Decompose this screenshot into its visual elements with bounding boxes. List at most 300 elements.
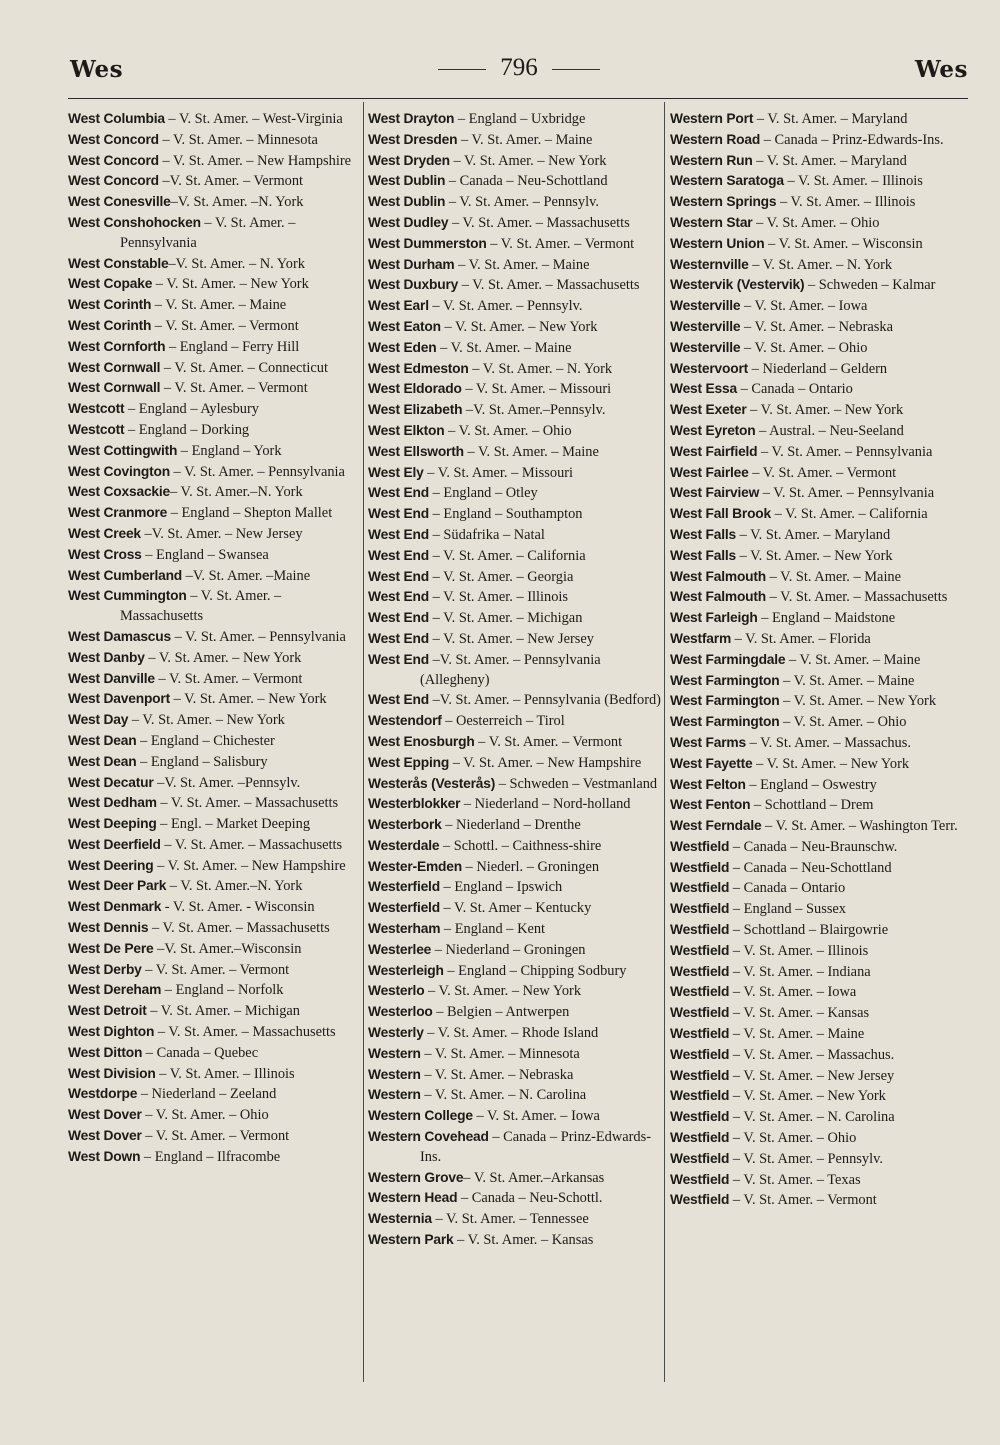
place-name: West Fairview — [670, 485, 760, 501]
place-location: –V. St. Amer. –Maine — [182, 567, 311, 584]
gazetteer-entry — [368, 753, 661, 774]
place-location: – V. St. Amer. – Ohio — [752, 214, 880, 231]
place-location: – V. St. Amer. – New York — [746, 402, 904, 419]
place-location: – Austral. – Neu-Seeland — [755, 422, 904, 439]
place-name: West Dublin — [368, 173, 446, 189]
place-location: – V. St. Amer. – Maine — [779, 672, 915, 689]
gazetteer-entry — [670, 858, 968, 879]
place-name: Westerfield — [368, 900, 440, 916]
gazetteer-entry — [68, 109, 361, 130]
place-location: – V. St. Amer. – Minnesota — [158, 131, 318, 148]
place-location: – V. St. Amer. – Indiana — [729, 963, 871, 980]
gazetteer-entry — [368, 234, 661, 255]
place-name: West Eyreton — [670, 422, 756, 438]
place-location: – England – Southampton — [429, 506, 583, 523]
gazetteer-entry — [368, 421, 661, 442]
gazetteer-entry — [68, 648, 361, 669]
place-name: Westcott — [68, 401, 125, 417]
place-name: Western Saratoga — [670, 173, 784, 189]
place-location: – V. St. Amer. – Maine — [436, 339, 572, 356]
place-location: – Canada – Neu-Schottland — [445, 173, 608, 190]
place-name: West Farleigh — [670, 610, 758, 626]
place-location: – V. St. Amer. – Iowa — [740, 298, 868, 315]
place-location: – V. St. Amer. – New Hampshire — [153, 857, 346, 874]
gazetteer-entry — [68, 316, 361, 337]
gazetteer-entry — [68, 1001, 361, 1022]
place-location: – V. St. Amer. – Maine — [785, 651, 921, 668]
place-name: West Dean — [68, 732, 137, 748]
column-2 — [368, 109, 661, 1251]
place-location: – V. St. Amer. – New Jersey — [729, 1067, 895, 1084]
place-location: –V. St. Amer. –N. York — [170, 194, 304, 211]
place-name: West Dean — [68, 753, 137, 769]
place-name: West Cumberland — [68, 567, 183, 583]
place-name: West Derby — [68, 961, 142, 977]
place-location: – V. St. Amer. – Pennsylv. — [428, 298, 583, 315]
place-name: West Coxsackie — [68, 484, 171, 500]
gazetteer-entry — [68, 545, 361, 566]
place-location: – V. St. Amer. – Vermont — [151, 317, 299, 334]
place-location: – Schweden – Kalmar — [804, 277, 936, 294]
gazetteer-entry — [368, 504, 661, 525]
place-name: West Enosburgh — [368, 733, 475, 749]
place-name: West Decatur — [68, 774, 154, 790]
place-name: Westerlo — [368, 983, 425, 999]
gazetteer-entry — [68, 151, 361, 172]
place-name: West End — [368, 526, 430, 542]
place-name: Wester-Emden — [368, 858, 462, 874]
place-location: – Canada – Neu-Braunschw. — [729, 838, 898, 855]
gazetteer-entry — [368, 629, 661, 650]
place-name: West Creek — [68, 525, 141, 541]
place-name: West Covington — [68, 463, 170, 479]
gazetteer-entry — [68, 358, 361, 379]
gazetteer-entry — [368, 442, 661, 463]
place-name: West Deer Park — [68, 878, 167, 894]
place-location: – V. St. Amer. – Maryland — [752, 152, 907, 169]
gazetteer-entry — [670, 1170, 968, 1191]
place-location: – Engl. – Market Deeping — [156, 816, 311, 833]
place-name: Westfield — [670, 1109, 730, 1125]
place-location: – V. St. Amer. – New York — [752, 755, 910, 772]
gazetteer-entry — [368, 690, 661, 711]
place-name: Western Head — [368, 1190, 458, 1206]
gazetteer-entry — [368, 1023, 661, 1044]
gazetteer-entry — [368, 836, 661, 857]
gazetteer-entry — [670, 1045, 968, 1066]
gazetteer-entry — [368, 1230, 661, 1251]
place-name: West Columbia — [68, 111, 165, 126]
gazetteer-entry — [68, 482, 361, 503]
gazetteer-entry — [670, 109, 968, 130]
place-name: Western College — [368, 1108, 473, 1124]
place-name: West Deerfield — [68, 836, 161, 852]
place-name: West End — [368, 547, 430, 563]
place-name: West Farmington — [670, 693, 780, 709]
place-location: – V. St. Amer. – Massachusetts — [766, 589, 948, 606]
gazetteer-entry — [670, 275, 968, 296]
place-name: West Farmington — [670, 714, 780, 730]
place-name: Westdorpe — [68, 1086, 138, 1102]
place-location: – V. St. Amer. – Illinois — [429, 589, 569, 606]
place-name: West End — [368, 485, 430, 501]
place-location: – V. St. Amer. – Massachusetts — [120, 588, 282, 625]
gazetteer-entry — [368, 898, 661, 919]
gazetteer-entry — [368, 483, 661, 504]
place-location: – Canada – Prinz-Edwards-Ins. — [760, 131, 944, 148]
place-location: – Niederland – Geldern — [748, 360, 888, 377]
place-location: – V. St. Amer. – Vermont — [748, 464, 897, 481]
place-location: – V. St. Amer. – Massachusetts — [154, 1024, 336, 1041]
gazetteer-entry — [68, 1105, 361, 1126]
place-name: Western Road — [670, 131, 761, 147]
gazetteer-entry — [670, 837, 968, 858]
place-name: West Conshohocken — [68, 214, 201, 230]
place-name: West Denmark — [68, 899, 162, 915]
place-location: - V. St. Amer. - Wisconsin — [161, 899, 315, 916]
place-location: –V. St. Amer.–Wisconsin — [153, 940, 302, 957]
gazetteer-entry — [368, 732, 661, 753]
gazetteer-entry — [670, 899, 968, 920]
place-location: – Canada – Quebec — [142, 1044, 259, 1061]
place-location: – V. St. Amer. – Pennsylvania — [169, 463, 345, 480]
place-name: West End — [368, 692, 430, 708]
gazetteer-entry — [368, 151, 661, 172]
gazetteer-entry — [670, 525, 968, 546]
place-name: West End — [368, 651, 430, 667]
gazetteer-entry — [670, 1128, 968, 1149]
place-location: – England – Sussex — [729, 901, 847, 918]
place-location: – V. St. Amer. – New York — [144, 649, 302, 666]
place-location: – V. St. Amer. – Texas — [729, 1171, 861, 1188]
place-location: – Schottland – Drem — [750, 797, 874, 814]
place-name: West Dover — [68, 1107, 142, 1123]
gazetteer-entry — [68, 295, 361, 316]
place-name: Western Springs — [670, 194, 777, 210]
place-name: West Earl — [368, 298, 429, 314]
place-location: – V. St. Amer. – Vermont — [160, 380, 308, 397]
gazetteer-entry — [368, 1002, 661, 1023]
place-name: West Corinth — [68, 317, 152, 333]
place-location: – V. St. Amer. – Massachusetts — [156, 795, 339, 812]
place-location: – V. St. Amer. – California — [429, 547, 586, 564]
place-location: – V. St. Amer. – Nebraska — [740, 318, 893, 335]
place-name: Westervoort — [670, 360, 749, 376]
place-name: West Duxbury — [368, 277, 459, 293]
place-location: – V. St. Amer. – New York — [169, 691, 327, 708]
place-location: – V. St. Amer. – New Jersey — [429, 630, 594, 647]
place-location: – Schottl. – Caithness-shire — [439, 837, 602, 854]
place-name: West Farmingdale — [670, 651, 786, 667]
place-location: – V. St. Amer. – Massachus. — [745, 734, 911, 751]
gazetteer-entry — [670, 1024, 968, 1045]
place-location: – V. St. Amer.–Arkansas — [463, 1169, 605, 1186]
place-name: Westfield — [670, 1150, 730, 1166]
gazetteer-entry — [368, 919, 661, 940]
gazetteer-entry — [670, 650, 968, 671]
place-name: West Corinth — [68, 297, 152, 313]
place-name: West Dummerston — [368, 235, 487, 251]
place-location: – V. St. Amer. – Connecticut — [160, 359, 328, 376]
place-location: – V. St. Amer. – Pennsylvania — [759, 485, 935, 502]
gazetteer-entry — [670, 296, 968, 317]
column-1 — [68, 109, 361, 1168]
place-location: – V. St. Amer. – Iowa — [729, 984, 857, 1001]
place-name: West De Pere — [68, 940, 154, 956]
gazetteer-entry — [368, 109, 661, 130]
gazetteer-entry — [670, 463, 968, 484]
place-name: West Ditton — [68, 1044, 143, 1060]
gazetteer-entry — [68, 980, 361, 1001]
gazetteer-entry — [68, 960, 361, 981]
place-location: – England – Aylesbury — [124, 401, 259, 418]
place-location: – England – Otley — [429, 485, 538, 502]
gazetteer-entry — [368, 359, 661, 380]
place-name: Western Grove — [368, 1169, 464, 1185]
place-name: West End — [368, 568, 430, 584]
gazetteer-entry — [368, 587, 661, 608]
place-location: – V. St. Amer. – N. York — [748, 256, 893, 273]
place-name: West End — [368, 506, 430, 522]
place-name: Westerbork — [368, 817, 442, 833]
place-location: – V. St. Amer. – Ohio — [779, 714, 907, 731]
place-location: –V. St. Amer.–Pennsylv. — [462, 402, 606, 419]
place-location: – V. St. Amer. – Missouri — [423, 464, 574, 481]
place-location: – England – Oswestry — [745, 776, 877, 793]
gazetteer-entry — [68, 130, 361, 151]
gazetteer-entry — [68, 1043, 361, 1064]
place-location: – V. St. Amer. – New York — [128, 712, 285, 729]
place-location: – Canada – Neu-Schottland — [729, 859, 892, 876]
place-name: West Dereham — [68, 982, 162, 998]
place-name: Westerham — [368, 921, 441, 937]
gazetteer-entry — [368, 463, 661, 484]
gazetteer-entry — [670, 1086, 968, 1107]
gazetteer-entry — [670, 151, 968, 172]
gazetteer-entry — [670, 962, 968, 983]
place-location: – V. St. Amer. – Massachus. — [729, 1046, 895, 1063]
place-name: Westerfield — [368, 879, 440, 895]
place-name: Western — [368, 1087, 421, 1103]
gazetteer-entry — [68, 441, 361, 462]
place-location: – V. St. Amer. – N. York — [468, 360, 613, 377]
gazetteer-entry — [670, 1149, 968, 1170]
place-name: West Dover — [68, 1128, 142, 1144]
place-location: – England – Swansea — [141, 546, 269, 563]
gazetteer-entry — [368, 940, 661, 961]
place-location: – Niederland – Drenthe — [441, 817, 581, 834]
header-dash-left — [438, 69, 486, 70]
place-name: West Fenton — [670, 797, 751, 813]
place-name: West Concord — [68, 152, 159, 168]
gazetteer-entry — [670, 982, 968, 1003]
place-location: – V. St. Amer. – Maine — [454, 256, 590, 273]
place-name: West Farms — [670, 734, 746, 750]
place-name: Westerås (Vesterås) — [368, 775, 496, 791]
gazetteer-entry — [670, 317, 968, 338]
gazetteer-entry — [670, 213, 968, 234]
gazetteer-entry — [368, 525, 661, 546]
place-location: – Canada – Neu-Schottl. — [457, 1190, 603, 1207]
gazetteer-entry — [670, 130, 968, 151]
place-name: West Falls — [670, 547, 736, 563]
place-location: – V. St. Amer.–N. York — [166, 878, 303, 895]
place-location: – V. St. Amer. – New York — [440, 318, 598, 335]
place-location: – V. St. Amer. – Pennsylvania — [120, 214, 296, 251]
gazetteer-entry — [670, 400, 968, 421]
place-name: Westerville — [670, 318, 741, 334]
gazetteer-entry — [68, 835, 361, 856]
place-location: – V. St. Amer. – Illinois — [729, 942, 869, 959]
place-name: Westfield — [670, 1088, 730, 1104]
gazetteer-entry — [670, 671, 968, 692]
place-name: West Dighton — [68, 1024, 155, 1040]
gazetteer-entry — [368, 877, 661, 898]
gazetteer-entry — [68, 876, 361, 897]
place-name: West Essa — [670, 381, 737, 397]
place-name: West Ferndale — [670, 818, 762, 834]
gazetteer-entry — [68, 462, 361, 483]
place-location: – V. St. Amer. – New Hampshire — [158, 152, 352, 169]
gazetteer-entry — [670, 920, 968, 941]
place-name: West Fall Brook — [670, 506, 772, 522]
place-name: Westerleigh — [368, 962, 444, 978]
place-location: – England – Chichester — [136, 732, 275, 749]
gazetteer-entry — [68, 1084, 361, 1105]
place-location: – V. St. Amer. – Massachusetts — [148, 920, 330, 937]
place-location: – V. St. Amer. – Pennsylv. — [445, 194, 599, 211]
place-location: – V. St. Amer. – Illinois — [155, 1065, 295, 1082]
place-name: West Felton — [670, 776, 746, 792]
place-name: Westfield — [670, 859, 730, 875]
gazetteer-entry — [670, 587, 968, 608]
place-name: West Exeter — [670, 402, 747, 418]
gazetteer-entry — [368, 171, 661, 192]
gazetteer-entry — [368, 857, 661, 878]
place-location: – V. St. Amer.–N. York — [170, 484, 303, 501]
gazetteer-entry — [670, 1190, 968, 1211]
place-name: Westfield — [670, 1046, 730, 1062]
place-name: West Concord — [68, 131, 159, 147]
page-header — [70, 52, 968, 92]
place-location: – V. St. Amer. – Vermont — [154, 670, 303, 687]
place-location: – Oesterreich – Tirol — [441, 713, 565, 730]
place-name: West Detroit — [68, 1003, 147, 1019]
gazetteer-entry — [670, 629, 968, 650]
place-location: – V. St. Amer. – Ohio — [141, 1107, 269, 1124]
place-name: Western Star — [670, 214, 753, 230]
gazetteer-entry — [368, 400, 661, 421]
place-location: – V. St. Amer. – Michigan — [146, 1003, 300, 1020]
gazetteer-entry — [670, 171, 968, 192]
place-name: Westerville — [670, 339, 741, 355]
gazetteer-entry — [68, 399, 361, 420]
place-name: Westerdale — [368, 837, 440, 853]
place-location: – V. St. Amer. – Vermont — [729, 1192, 877, 1209]
running-head-right: Wes — [914, 56, 968, 83]
place-name: Western Park — [368, 1232, 454, 1248]
place-name: West Eden — [368, 339, 437, 355]
place-location: –V. St. Amer. – New Jersey — [140, 525, 303, 542]
gazetteer-entry — [670, 754, 968, 775]
gazetteer-entry — [68, 586, 361, 627]
running-head-left: Wes — [70, 56, 124, 83]
place-name: Westfield — [670, 880, 730, 896]
gazetteer-entry — [368, 794, 661, 815]
gazetteer-entry — [68, 420, 361, 441]
gazetteer-entry — [670, 442, 968, 463]
gazetteer-entry — [368, 317, 661, 338]
place-name: West Eldorado — [368, 381, 462, 397]
place-location: – V. St. Amer. – Maine — [766, 568, 902, 585]
place-location: – England – Norfolk — [161, 982, 284, 999]
place-name: Westfield — [670, 984, 730, 1000]
place-location: – V. St. Amer. – Pennsylvania — [757, 443, 933, 460]
gazetteer-entry — [68, 689, 361, 710]
place-location: – Canada – Ontario — [729, 880, 846, 897]
place-name: Westfield — [670, 963, 730, 979]
place-name: West Fairfield — [670, 443, 758, 459]
place-location: – V. St. Amer. – Vermont — [141, 1128, 290, 1145]
gazetteer-entry — [68, 710, 361, 731]
place-name: West Ellsworth — [368, 443, 464, 459]
gazetteer-entry — [368, 546, 661, 567]
place-location: – V. St. Amer. – N. Carolina — [729, 1109, 895, 1126]
place-location: – V. St. Amer. – Missouri — [461, 381, 612, 398]
place-location: – V. St. Amer. – Florida — [731, 630, 871, 647]
gazetteer-entry — [670, 608, 968, 629]
place-name: West Drayton — [368, 111, 455, 126]
gazetteer-entry — [368, 1085, 661, 1106]
gazetteer-entry — [68, 171, 361, 192]
place-name: Westfield — [670, 1005, 730, 1021]
place-name: West Edmeston — [368, 360, 469, 376]
gazetteer-entry — [68, 752, 361, 773]
place-location: – England – Shepton Mallet — [167, 505, 333, 522]
place-location: – V. St. Amer. – New York — [152, 276, 309, 293]
place-name: West Cornwall — [68, 380, 161, 396]
place-name: West Dennis — [68, 920, 149, 936]
gazetteer-entry — [368, 1044, 661, 1065]
header-rule — [68, 98, 968, 99]
gazetteer-entry — [670, 878, 968, 899]
place-location: –V. St. Amer. – Vermont — [158, 173, 304, 190]
gazetteer-entry — [68, 918, 361, 939]
place-name: Westfield — [670, 901, 730, 917]
place-location: – V. St. Amer. – Ohio — [729, 1130, 857, 1147]
place-location: – V. St. Amer. – West-Virginia — [164, 111, 343, 127]
gazetteer-entry — [670, 421, 968, 442]
gazetteer-entry — [368, 1106, 661, 1127]
place-name: West Day — [68, 712, 129, 728]
place-location: – V. St. Amer. – New Hampshire — [449, 754, 642, 771]
place-name: West Elkton — [368, 422, 445, 438]
gazetteer-entry — [670, 795, 968, 816]
place-location: –V. St. Amer. – N. York — [168, 255, 305, 272]
place-location: – V. St. Amer. – Wisconsin — [764, 235, 923, 252]
gazetteer-entry — [368, 379, 661, 400]
gazetteer-entry — [68, 1064, 361, 1085]
place-name: Westervik (Vestervik) — [670, 277, 805, 293]
gazetteer-entry — [68, 524, 361, 545]
gazetteer-entry — [68, 192, 361, 213]
place-name: West Durham — [368, 256, 455, 272]
place-location: – Niederl. – Groningen — [461, 858, 600, 875]
place-name: Westfield — [670, 1026, 730, 1042]
gazetteer-entry — [368, 213, 661, 234]
place-name: Westfield — [670, 942, 730, 958]
place-location: – V. St. Amer. – Maine — [729, 1026, 865, 1043]
